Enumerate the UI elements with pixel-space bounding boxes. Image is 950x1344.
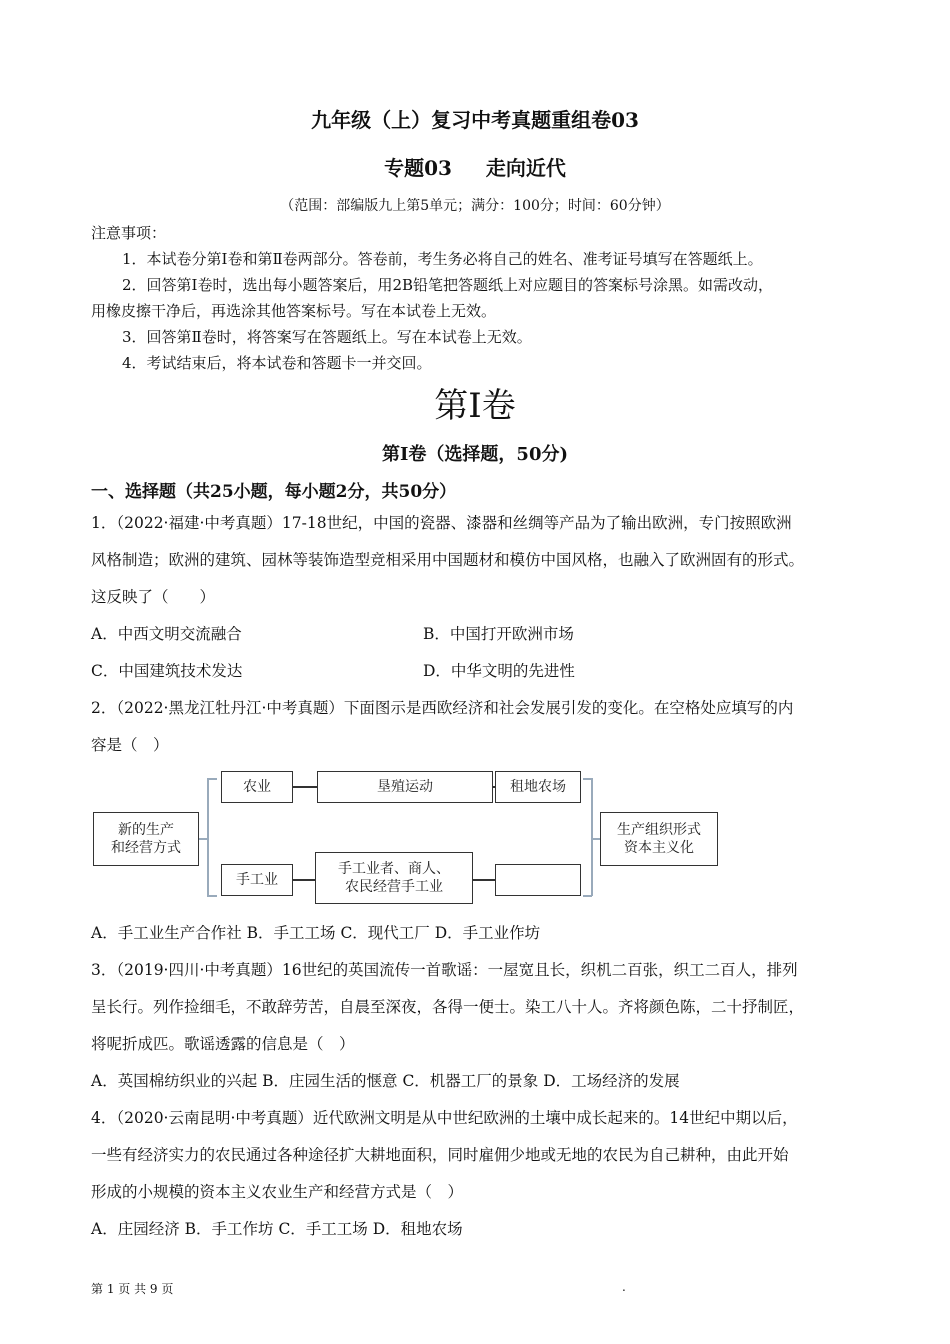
diagram-right-bracket-top — [583, 778, 592, 780]
diagram-agriculture-box: 农业 — [221, 771, 293, 803]
diagram-left-bracket — [207, 778, 209, 896]
notes-heading: 注意事项： — [91, 224, 167, 242]
q2-line1: 2．（2022·黑龙江牡丹江·中考真题）下面图示是西欧经济和社会发展引发的变化。在空格处应填写的内 — [91, 699, 794, 717]
diagram-left-bracket-top — [207, 778, 217, 780]
page-number: 第 1 页 共 9 页 — [91, 1282, 174, 1296]
q3-line2: 呈长行。列作捡细毛，不敢辞劳苦，自晨至深夜，各得一便士。染工八十人。齐将颜色陈，二十抒制匠， — [91, 998, 805, 1016]
diagram-left-line1: 新的生产 — [118, 822, 174, 838]
note-4: 4．考试结束后，将本试卷和答题卡一并交回。 — [122, 354, 432, 372]
note-2b: 用橡皮擦干净后，再选涂其他答案标号。写在本试卷上无效。 — [91, 302, 497, 320]
diagram-right-bracket — [591, 778, 593, 896]
q4-line2: 一些有经济实力的农民通过各种途径扩大耕地面积，同时雇佣少地或无地的农民为自己耕种，由此开始 — [91, 1146, 789, 1164]
q1-option-b: B．中国打开欧洲市场 — [423, 625, 574, 643]
subtitle-topic-name: 走向近代 — [485, 156, 566, 180]
note-3: 3．回答第Ⅱ卷时，将答案写在答题纸上。写在本试卷上无效。 — [122, 328, 532, 346]
q1-option-d: D．中华文明的先进性 — [423, 662, 575, 680]
q2-line2: 容是（ ） — [91, 736, 169, 754]
diagram-right-connector — [591, 838, 600, 840]
diagram-right-line1: 生产组织形式 — [617, 822, 701, 838]
q4-line1: 4．（2020·云南昆明·中考真题）近代欧洲文明是从中世纪欧洲的土壤中成长起来的。14世纪中期以后， — [91, 1109, 798, 1127]
diagram-rent-farm-box: 租地农场 — [495, 771, 581, 803]
diagram-left-box — [93, 812, 199, 866]
section-heading: 一、选择题（共25小题，每小题2分，共50分） — [91, 482, 457, 502]
q1-line2: 风格制造；欧洲的建筑、园林等装饰造型竞相采用中国题材和模仿中国风格，也融入了欧洲固有的形式。 — [91, 551, 805, 569]
diagram-mid-line1: 手工业者、商人、 — [338, 861, 450, 877]
footer-dot: . — [622, 1280, 626, 1294]
q1-option-a: A．中西文明交流融合 — [91, 625, 242, 643]
subtitle-topic-number: 专题03 — [384, 156, 452, 180]
q3-line3: 将呢折成匹。歌谣透露的信息是（ ） — [91, 1035, 355, 1053]
diagram-mid-box — [315, 852, 473, 904]
q4-line3: 形成的小规模的资本主义农业生产和经营方式是（ ） — [91, 1183, 464, 1201]
q2-options: A．手工业生产合作社 B．手工工场 C．现代工厂 D．手工业作坊 — [91, 924, 541, 942]
q1-option-c: C．中国建筑技术发达 — [91, 662, 243, 680]
part-subtitle: 第Ⅰ卷（选择题，50分) — [382, 444, 568, 465]
exam-title: 九年级（上）复习中考真题重组卷03 — [311, 108, 639, 132]
diagram-right-box — [600, 812, 718, 866]
diagram-bottom-link1 — [293, 879, 315, 881]
q3-line1: 3．（2019·四川·中考真题）16世纪的英国流传一首歌谣：一屋宽且长，织机二百张，织工二百人，排列 — [91, 961, 798, 979]
q2-diagram — [91, 768, 731, 908]
diagram-left-bracket-bottom — [207, 895, 217, 897]
exam-subtitle — [0, 152, 950, 181]
part-title: 第Ⅰ卷 — [434, 386, 516, 426]
q3-options: A．英国棉纺织业的兴起 B．庄园生活的惬意 C．机器工厂的景象 D．工场经济的发展 — [91, 1072, 680, 1090]
diagram-reclaim-box: 垦殖运动 — [317, 771, 493, 803]
diagram-right-bracket-bottom — [583, 895, 592, 897]
diagram-left-line2: 和经营方式 — [111, 840, 181, 856]
q1-line1: 1．（2022·福建·中考真题）17-18世纪，中国的瓷器、漆器和丝绸等产品为了输出欧洲，专门按照欧洲 — [91, 514, 792, 532]
diagram-right-line2: 资本主义化 — [624, 840, 694, 856]
q1-line3: 这反映了（ ） — [91, 588, 216, 606]
note-1: 1．本试卷分第Ⅰ卷和第Ⅱ卷两部分。答卷前，考生务必将自己的姓名、准考证号填写在答题纸上。 — [122, 250, 763, 268]
q4-options: A．庄园经济 B．手工作坊 C．手工工场 D．租地农场 — [91, 1220, 463, 1238]
diagram-top-link1 — [293, 786, 317, 788]
diagram-handicraft-box: 手工业 — [221, 864, 293, 896]
exam-range: （范围：部编版九上第5单元；满分：100分；时间：60分钟） — [280, 198, 670, 214]
note-2a: 2．回答第Ⅰ卷时，选出每小题答案后，用2B铅笔把答题纸上对应题目的答案标号涂黑。如需改动， — [122, 276, 774, 294]
diagram-mid-line2: 农民经营手工业 — [345, 879, 443, 895]
diagram-bottom-link2 — [473, 879, 495, 881]
diagram-left-connector — [199, 838, 207, 840]
diagram-blank-box — [495, 864, 581, 896]
